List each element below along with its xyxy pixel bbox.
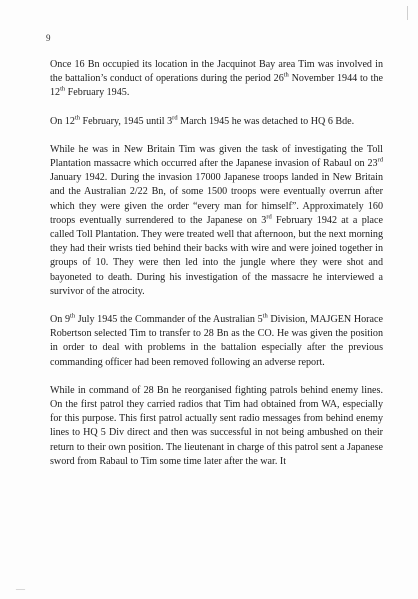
paragraph (50, 58, 383, 101)
paragraph (50, 115, 383, 129)
text-run: November 1944 to the 12 (50, 73, 383, 99)
body-text (50, 58, 383, 469)
text-run: January 1942. During the invasion 17000 Japanese troops landed in New Britain and the Australian 2/22 Bn, of some 1500 troops were eventually overrun after which they were given the order “every man for himself”. Approximately 160 troops eventually surrendered to the Japanese on 3 (50, 172, 383, 226)
ordinal-suffix: th (70, 312, 76, 320)
footer-mark: — (16, 584, 25, 594)
text-run: On 9 (50, 314, 71, 326)
ordinal-suffix: th (60, 86, 66, 94)
text-run: February, 1945 until 3 (80, 115, 173, 127)
text-run: Division, MAJGEN Horace Robertson selected Tim to transfer to 28 Bn as the CO. He was given the position in order to deal with problems in the battalion especially after the previous commanding officer had been removed following an adverse report. (50, 314, 383, 368)
text-run: March 1945 he was detached to HQ 6 Bde. (177, 115, 355, 127)
text-run: While he was in New Britain Tim was given the task of investigating the Toll Plantation massacre which occurred after the Japanese invasion of Rabaul on 23 (50, 143, 383, 170)
paragraph (50, 313, 383, 370)
ordinal-suffix: th (262, 312, 268, 320)
page-edge-mark (407, 6, 408, 20)
text-run: February 1942 at a place called Toll Plantation. They were treated well that afternoon, but the next morning they had their wrists tied behind their backs with wire and were joined together in groups of 10. They were then led into the jungle where they were shot and bayoneted to death. During his investigation of the massacre he interviewed a survivor of the atrocity. (50, 214, 383, 297)
paragraph (50, 384, 383, 469)
text-run: February 1945. (65, 87, 130, 99)
ordinal-suffix: rd (266, 213, 272, 221)
ordinal-suffix: th (283, 71, 289, 79)
ordinal-suffix: th (74, 114, 81, 122)
text-run: On 12 (50, 115, 75, 127)
page-number: 9 (46, 33, 51, 43)
text-run: July 1945 the Commander of the Australian 5 (75, 314, 263, 326)
text-run: While in command of 28 Bn he reorganised fighting patrols behind enemy lines. On the first patrol they carried radios that Tim had obtained from WA, especially for this purpose. This first patrol actually sent radio messages from behind enemy lines to HQ 5 Div direct and then was successful in not being ambushed on their return to their own position. The lieutenant in charge of this patrol sent a Japanese sword from Rabaul to Tim some time later after the war. It (50, 384, 383, 467)
paragraph (50, 143, 383, 299)
text-run: Once 16 Bn occupied its location in the Jacquinot Bay area Tim was involved in the battalion’s conduct of operations during the period 26 (50, 59, 383, 85)
ordinal-suffix: rd (377, 156, 383, 164)
ordinal-suffix: rd (172, 114, 178, 122)
